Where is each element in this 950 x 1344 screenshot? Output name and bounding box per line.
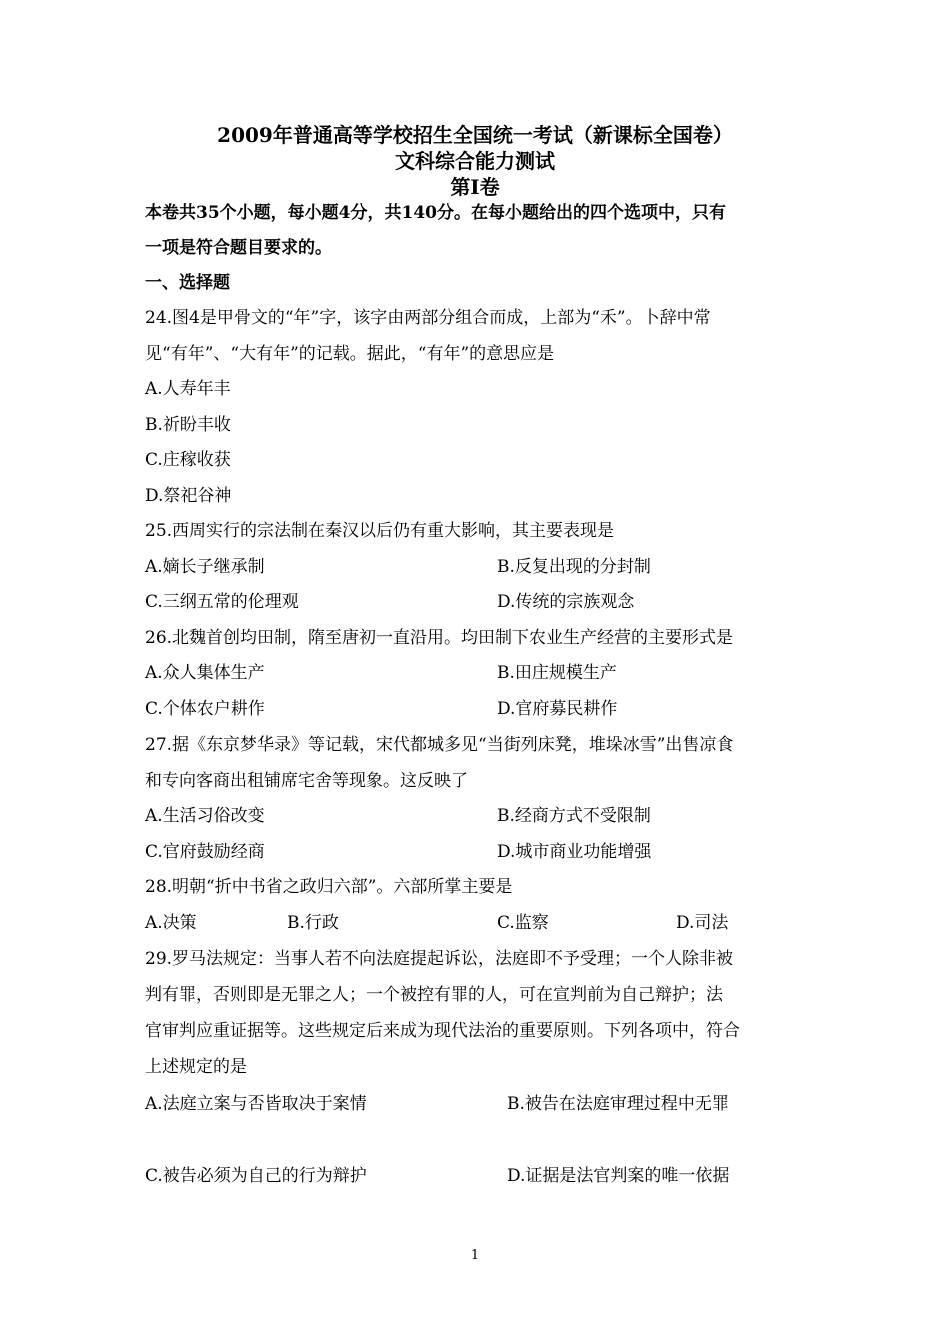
question-25-option-c: C.三纲五常的伦理观 [145, 592, 299, 612]
exam-title: 2009年普通高等学校招生全国统一考试（新课标全国卷） [217, 123, 733, 147]
question-26-option-a: A.众人集体生产 [145, 663, 265, 683]
question-28-stem: 28.明朝“折中书省之政归六部”。六部所掌主要是 [145, 877, 513, 897]
section-heading: 一、选择题 [145, 273, 230, 293]
question-29-option-c: C.被告必须为自己的行为辩护 [145, 1166, 367, 1186]
question-26-option-b: B.田庄规模生产 [497, 663, 617, 683]
exam-subtitle: 文科综合能力测试 [395, 149, 555, 173]
question-24-option-d: D.祭祀谷神 [145, 486, 232, 506]
question-29-stem: 上述规定的是 [145, 1057, 247, 1077]
question-29-stem: 官审判应重证据等。这些规定后来成为现代法治的重要原则。下列各项中，符合 [145, 1021, 740, 1041]
question-27-stem: 和专向客商出租铺席宅舍等现象。这反映了 [145, 771, 468, 791]
question-25-option-a: A.嫡长子继承制 [145, 557, 265, 577]
question-25-stem: 25.西周实行的宗法制在秦汉以后仍有重大影响，其主要表现是 [145, 521, 615, 541]
question-28-option-d: D.司法 [676, 913, 729, 933]
question-27-option-b: B.经商方式不受限制 [497, 806, 651, 826]
question-29-option-a: A.法庭立案与否皆取决于案情 [145, 1094, 367, 1114]
question-24-option-b: B.祈盼丰收 [145, 415, 231, 435]
page-number: 1 [470, 1248, 480, 1263]
question-29-stem: 29.罗马法规定：当事人若不向法庭提起诉讼，法庭即不予受理；一个人除非被 [145, 949, 734, 969]
question-25-option-b: B.反复出现的分封制 [497, 557, 651, 577]
instructions-line: 一项是符合题目要求的。 [145, 238, 332, 258]
question-27-stem: 27.据《东京梦华录》等记载，宋代都城多见“当街列床凳，堆垛冰雪”出售凉食 [145, 735, 734, 755]
paper-part-title: 第Ⅰ卷 [450, 175, 500, 199]
question-26-option-c: C.个体农户耕作 [145, 699, 265, 719]
question-28-option-b: B.行政 [287, 913, 339, 933]
question-28-option-a: A.决策 [145, 913, 197, 933]
question-24-stem: 24.图4是甲骨文的“年”字，该字由两部分组合而成，上部为“禾”。卜辞中常 [145, 308, 711, 328]
instructions-line: 本卷共35个小题，每小题4分，共140分。在每小题给出的四个选项中，只有 [145, 203, 726, 223]
question-26-option-d: D.官府募民耕作 [497, 699, 618, 719]
question-29-stem: 判有罪，否则即是无罪之人；一个被控有罪的人，可在宣判前为自己辩护；法 [145, 985, 723, 1005]
question-24-option-a: A.人寿年丰 [145, 379, 231, 399]
question-25-option-d: D.传统的宗族观念 [497, 592, 635, 612]
question-28-option-c: C.监察 [497, 913, 549, 933]
question-27-option-c: C.官府鼓励经商 [145, 842, 265, 862]
question-29-option-d: D.证据是法官判案的唯一依据 [507, 1166, 730, 1186]
question-27-option-a: A.生活习俗改变 [145, 806, 265, 826]
question-29-option-b: B.被告在法庭审理过程中无罪 [507, 1094, 729, 1114]
question-26-stem: 26.北魏首创均田制，隋至唐初一直沿用。均田制下农业生产经营的主要形式是 [145, 628, 734, 648]
question-24-stem: 见“有年”、“大有年”的记载。据此，“有年”的意思应是 [145, 344, 555, 364]
question-27-option-d: D.城市商业功能增强 [497, 842, 652, 862]
question-24-option-c: C.庄稼收获 [145, 450, 231, 470]
